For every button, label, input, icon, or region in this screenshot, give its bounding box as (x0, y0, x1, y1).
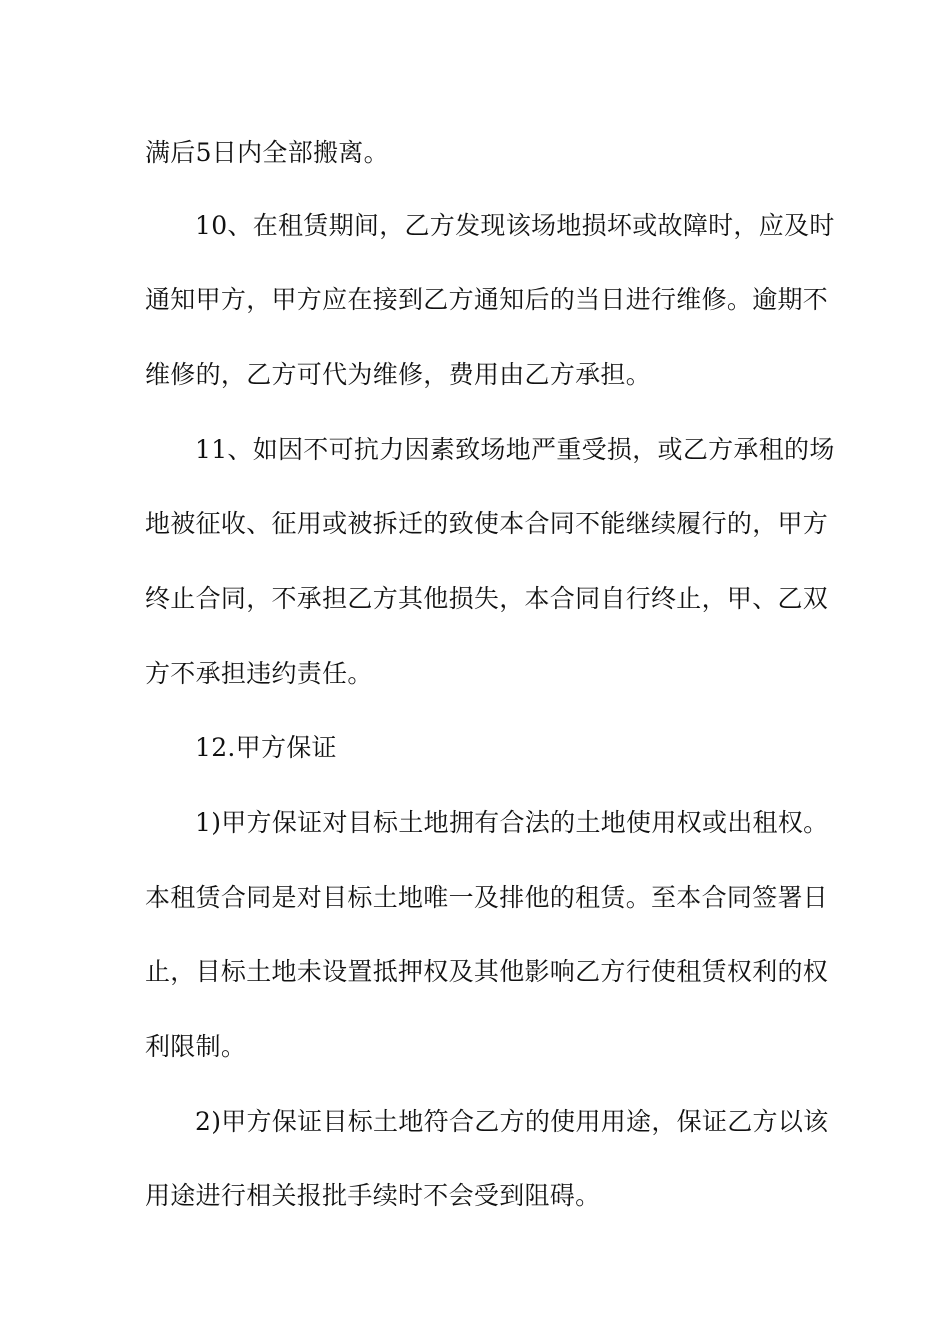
text-line: 2)甲方保证目标土地符合乙方的使用用途，保证乙方以该 (195, 1107, 829, 1136)
text-line: 满后5日内全部搬离。 (145, 138, 389, 167)
text-line: 10、在租赁期间，乙方发现该场地损坏或故障时，应及时 (195, 211, 835, 240)
text-line: 通知甲方，甲方应在接到乙方通知后的当日进行维修。逾期不 (145, 285, 829, 314)
text-line: 终止合同，不承担乙方其他损失，本合同自行终止，甲、乙双 (145, 584, 829, 613)
text-line: 维修的，乙方可代为维修，费用由乙方承担。 (145, 360, 652, 389)
text-line: 方不承担违约责任。 (145, 659, 373, 688)
text-line: 止，目标土地未设置抵押权及其他影响乙方行使租赁权利的权 (145, 957, 829, 986)
text-line: 利限制。 (145, 1032, 247, 1061)
text-line: 用途进行相关报批手续时不会受到阻碍。 (145, 1181, 601, 1210)
text-line: 地被征收、征用或被拆迁的致使本合同不能继续履行的，甲方 (145, 509, 829, 538)
text-line: 本租赁合同是对目标土地唯一及排他的租赁。至本合同签署日 (145, 883, 829, 912)
text-line: 11、如因不可抗力因素致场地严重受损，或乙方承租的场 (195, 435, 835, 464)
section-heading: 12.甲方保证 (195, 733, 337, 762)
text-line: 1)甲方保证对目标土地拥有合法的土地使用权或出租权。 (195, 808, 829, 837)
